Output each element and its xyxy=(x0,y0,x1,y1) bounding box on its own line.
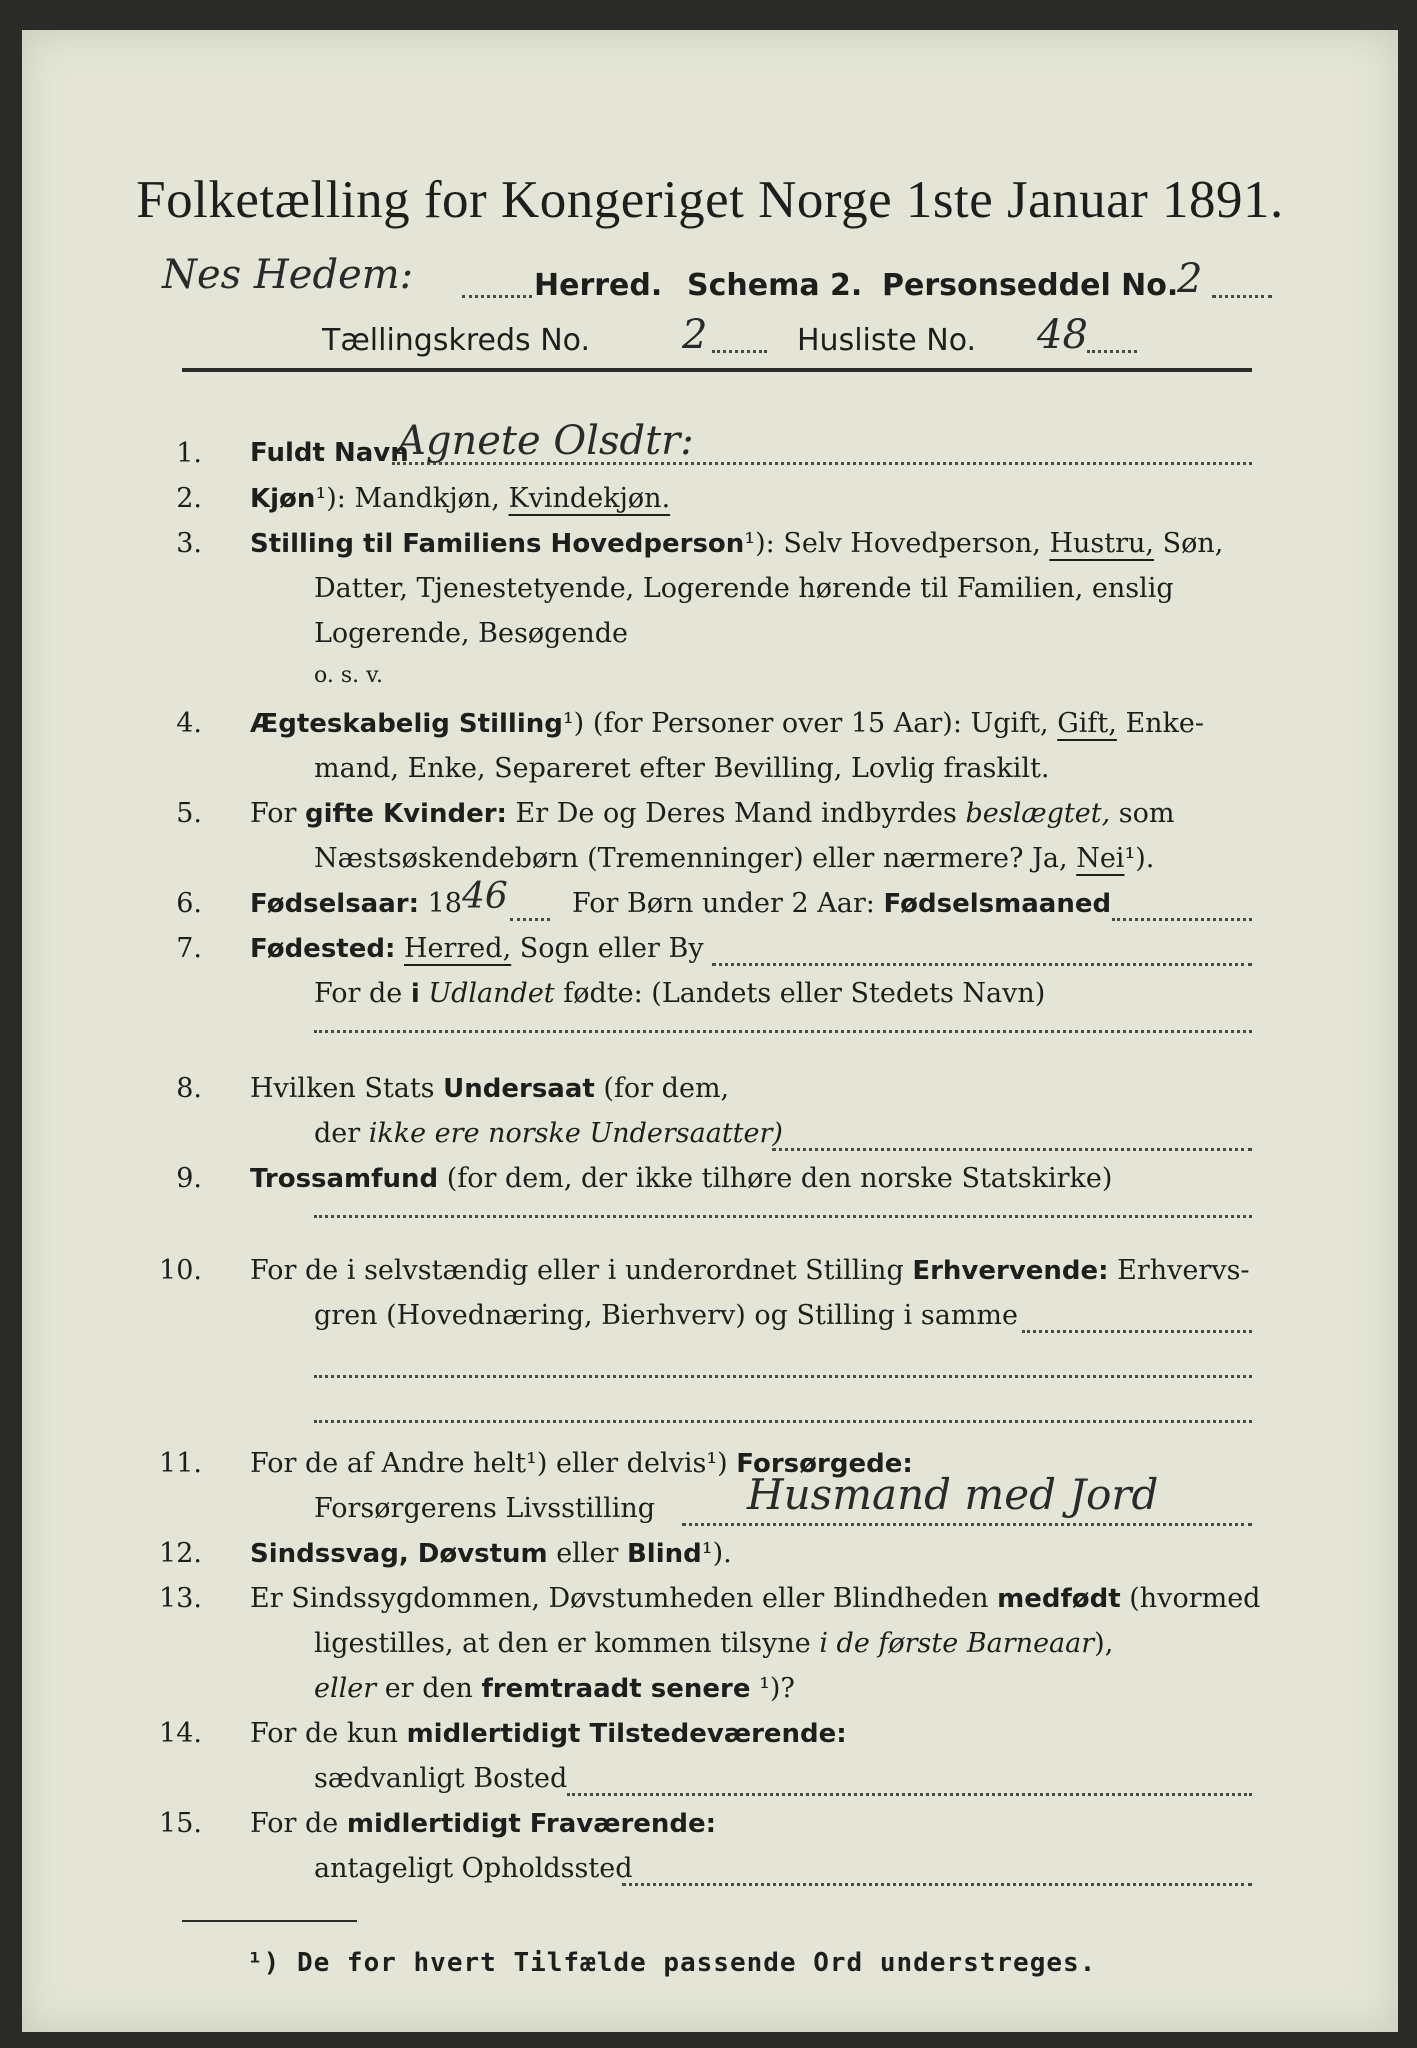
q8-label: Undersaat xyxy=(443,1074,595,1104)
q7-line2 xyxy=(314,978,1045,1009)
q6-text: For Børn under 2 Aar: xyxy=(572,888,875,919)
q11-answer: Husmand med Jord xyxy=(747,1470,1159,1519)
q9-number: 9. xyxy=(176,1163,202,1194)
q13-line3c: fremtraadt senere xyxy=(481,1674,751,1704)
q8-text-b: (for dem, xyxy=(603,1073,730,1104)
q3-number: 3. xyxy=(176,528,202,559)
dots xyxy=(314,1375,1252,1378)
q11-sup2: ¹) xyxy=(706,1448,728,1479)
q3-label: Stilling til Familiens Hovedperson xyxy=(250,529,745,559)
q12-line xyxy=(250,1538,732,1569)
q10-number: 10. xyxy=(159,1255,202,1286)
q10-text-b: Erhvervs- xyxy=(1117,1255,1250,1286)
q13-number: 13. xyxy=(159,1583,202,1614)
q9-line xyxy=(250,1163,1112,1194)
q3-sup: ¹): xyxy=(744,528,775,559)
q4-sup: ¹) xyxy=(562,708,585,739)
q2-text: Mandkjøn, xyxy=(354,483,500,514)
q14-label: midlertidigt Tilstedeværende: xyxy=(406,1719,847,1749)
q2-label: Kjøn xyxy=(250,484,316,514)
q12-label2: Blind xyxy=(626,1539,702,1569)
q10-line2: gren (Hovednæring, Bierhverv) og Stilling i samme xyxy=(314,1300,1019,1331)
dots xyxy=(1087,350,1137,353)
q2-line xyxy=(250,483,670,514)
q13-line3 xyxy=(314,1673,795,1704)
q3-line2: Datter, Tjenestetyende, Logerende hørende til Familien, enslig xyxy=(314,573,1174,604)
census-form xyxy=(22,30,1398,2032)
q10-line1 xyxy=(250,1255,1250,1286)
herred-value: Nes Hedem: xyxy=(162,252,414,298)
q5-underlined: Nei xyxy=(1076,843,1125,874)
q7-label: Fødested: xyxy=(250,934,396,964)
dots xyxy=(392,462,1252,465)
q12-tail: ¹). xyxy=(701,1538,732,1569)
q13-line3d: ¹)? xyxy=(759,1673,795,1704)
q1-number: 1. xyxy=(176,438,202,469)
herred-label: Herred. xyxy=(534,268,663,303)
schema-label: Schema 2. xyxy=(687,268,863,303)
q6-label: Fødselsaar: xyxy=(250,889,419,919)
q12-label: Sindssvag, Døvstum xyxy=(250,1539,548,1569)
dots xyxy=(462,295,532,298)
q3-line3: Logerende, Besøgende xyxy=(314,618,628,649)
dots xyxy=(314,1420,1252,1423)
q13-text-b: (hvormed xyxy=(1129,1583,1261,1614)
q2-underlined: Kvindekjøn. xyxy=(508,483,671,514)
q7-line2b: i xyxy=(410,979,420,1009)
q5-text-a: For xyxy=(250,798,297,829)
q4-line2: mand, Enke, Separeret efter Bevilling, Lovlig fraskilt. xyxy=(314,753,1050,784)
q8-text-a: Hvilken Stats xyxy=(250,1073,435,1104)
q7-text: Sogn eller By xyxy=(519,933,704,964)
q12-text: eller xyxy=(556,1538,619,1569)
q6-line xyxy=(250,888,462,919)
q7-line2a: For de xyxy=(314,978,403,1009)
q11-line2: Forsørgerens Livsstilling xyxy=(314,1493,656,1524)
q14-number: 14. xyxy=(159,1718,202,1749)
footnote: ¹) De for hvert Tilfælde passende Ord understreges. xyxy=(247,1948,1097,1978)
q7-line1 xyxy=(250,933,704,964)
personseddel-value: 2 xyxy=(1177,256,1203,302)
q4-text-a: (for Personer over 15 Aar): Ugift, xyxy=(592,708,1049,739)
q14-text: For de kun xyxy=(250,1718,398,1749)
q5-text-b: Er De og Deres Mand indbyrdes xyxy=(515,798,957,829)
q9-text: (for dem, der ikke tilhøre den norske Statskirke) xyxy=(446,1163,1113,1194)
q9-label: Trossamfund xyxy=(250,1164,439,1194)
q15-label: midlertidigt Fraværende: xyxy=(346,1809,717,1839)
q8-line2a: der xyxy=(314,1118,361,1149)
q14-line2: sædvanligt Bosted xyxy=(314,1763,568,1794)
taellingskreds-value: 2 xyxy=(682,312,708,358)
q10-text-a: For de i selvstændig eller i underordnet Stilling xyxy=(250,1255,904,1286)
dots xyxy=(314,1215,1252,1218)
q13-line2a: ligestilles, at den er kommen tilsyne xyxy=(314,1628,811,1659)
personseddel-label: Personseddel No. xyxy=(882,268,1179,303)
q3-underlined: Hustru, xyxy=(1049,528,1154,559)
q5-line2 xyxy=(314,843,1154,874)
q7-line2d: fødte: (Landets eller Stedets Navn) xyxy=(563,978,1046,1009)
q5-line2-text: Næstsøskendebørn (Tremenninger) eller nærmere? Ja, xyxy=(314,843,1068,874)
q1-answer: Agnete Olsdtr: xyxy=(397,418,694,464)
q15-line1 xyxy=(250,1808,716,1839)
q13-line3a: eller xyxy=(314,1673,377,1704)
q7-line2c: Udlandet xyxy=(428,978,555,1009)
dots xyxy=(1022,1330,1252,1333)
q6-label2: Fødselsmaaned xyxy=(883,889,1112,919)
q5-label: gifte Kvinder: xyxy=(305,799,507,829)
q13-line2b: i de første Barneaar xyxy=(819,1628,1095,1659)
q5-line1 xyxy=(250,798,1175,829)
dots xyxy=(567,1793,1252,1796)
q5-number: 5. xyxy=(176,798,202,829)
q11-text-b: eller delvis xyxy=(555,1448,707,1479)
q15-line2: antageligt Opholdssted xyxy=(314,1853,633,1884)
q12-number: 12. xyxy=(159,1538,202,1569)
q3-line1 xyxy=(250,528,1223,559)
dots xyxy=(682,1523,1252,1526)
q2-sup: ¹): xyxy=(315,483,346,514)
q11-text-a: For de af Andre helt xyxy=(250,1448,527,1479)
q7-underlined: Herred, xyxy=(403,933,512,964)
q15-text: For de xyxy=(250,1808,339,1839)
q4-text-b: Enke- xyxy=(1125,708,1205,739)
q11-number: 11. xyxy=(159,1448,202,1479)
q4-line1 xyxy=(250,708,1204,739)
q10-label: Erhvervende: xyxy=(912,1256,1109,1286)
dots xyxy=(314,1030,1252,1033)
q3-line4: o. s. v. xyxy=(314,663,383,688)
taellingskreds-label: Tællingskreds No. xyxy=(322,323,590,358)
q4-underlined: Gift, xyxy=(1057,708,1117,739)
q4-label: Ægteskabelig Stilling xyxy=(250,709,563,739)
dots xyxy=(1212,295,1272,298)
q1-label: Fuldt Navn xyxy=(250,438,409,468)
q5-text-c: som xyxy=(1118,798,1175,829)
dots xyxy=(712,963,1252,966)
q7-number: 7. xyxy=(176,933,202,964)
q4-number: 4. xyxy=(176,708,202,739)
form-title: Folketælling for Kongeriget Norge 1ste Januar 1891. xyxy=(136,171,1284,229)
q14-line1 xyxy=(250,1718,847,1749)
q13-line2c: ), xyxy=(1094,1628,1114,1659)
footnote-rule xyxy=(182,1920,357,1922)
q8-number: 8. xyxy=(176,1073,202,1104)
dots xyxy=(1112,918,1252,921)
q6-line-b xyxy=(572,888,1111,919)
q6-prefix: 18 xyxy=(427,888,462,919)
q5-tail: ¹). xyxy=(1124,843,1155,874)
q8-line2 xyxy=(314,1118,783,1149)
dots xyxy=(510,918,550,921)
husliste-label: Husliste No. xyxy=(797,323,977,358)
q13-text-a: Er Sindssygdommen, Døvstumheden eller Blindheden xyxy=(250,1583,989,1614)
q3-text-a: Selv Hovedperson, xyxy=(783,528,1041,559)
header-rule xyxy=(182,368,1252,372)
q6-answer: 46 xyxy=(462,876,508,917)
dots xyxy=(772,1148,1252,1151)
q11-label: Forsørgede: xyxy=(736,1449,913,1479)
q5-italic: beslægtet, xyxy=(965,798,1111,829)
q3-text-b: Søn, xyxy=(1162,528,1224,559)
q6-number: 6. xyxy=(176,888,202,919)
dots xyxy=(712,350,767,353)
q15-number: 15. xyxy=(159,1808,202,1839)
q13-line2 xyxy=(314,1628,1113,1659)
q8-line1 xyxy=(250,1073,729,1104)
q8-line2b: ikke ere norske Undersaatter) xyxy=(368,1118,783,1149)
q11-sup1: ¹) xyxy=(526,1448,548,1479)
dots xyxy=(622,1883,1252,1886)
q13-line3b: er den xyxy=(384,1673,473,1704)
q13-label: medfødt xyxy=(997,1584,1121,1614)
q13-line1 xyxy=(250,1583,1260,1614)
q2-number: 2. xyxy=(176,483,202,514)
husliste-value: 48 xyxy=(1037,312,1088,358)
